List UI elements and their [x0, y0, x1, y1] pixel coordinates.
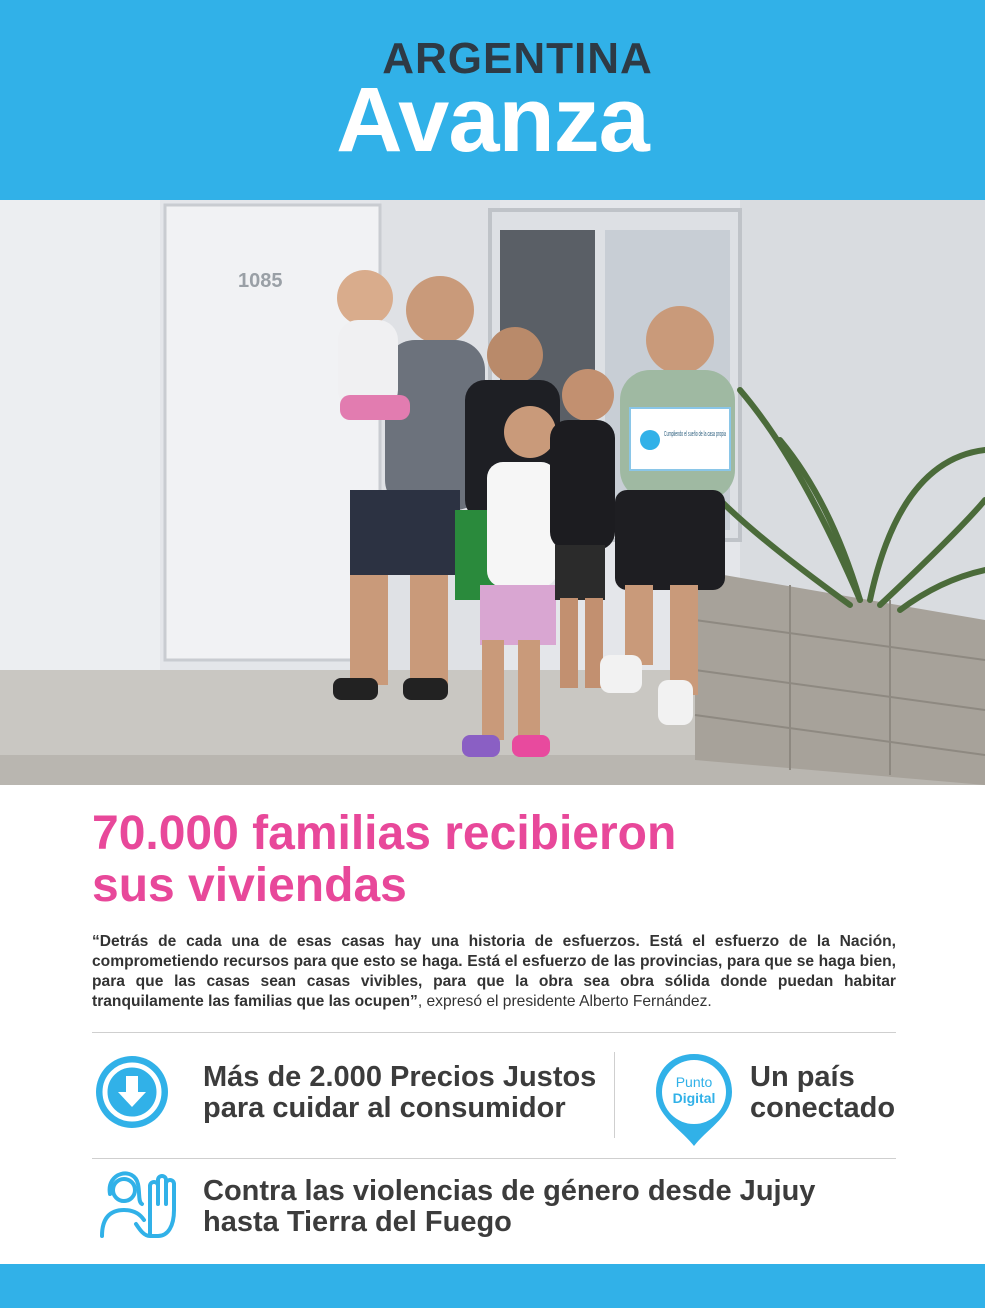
- quote-text: “Detrás de cada una de esas casas hay una historia de esfuerzos. Está el esfuerzo de la Nación, comprometiendo recursos para que esto se haga. Está el esfuerzo de las provincias, para que se haga bien, para que las casas sean casas vivibles, para que la obra sea obra sólida donde puedan habitar tranquilamente las familias que las ocupen”: [92, 933, 896, 1010]
- quote-paragraph: [92, 932, 896, 1012]
- genero-text: [203, 1176, 815, 1238]
- woman-raised-hand-icon: [96, 1164, 186, 1242]
- quote-attribution: , expresó el presidente Alberto Fernández.: [417, 993, 712, 1010]
- pais-line1: Un país: [750, 1061, 855, 1093]
- punto-label: Punto: [675, 1074, 713, 1090]
- pais-conectado-text: [750, 1062, 895, 1124]
- precios-line1: Más de 2.000 Precios Justos: [203, 1061, 597, 1093]
- precios-line2: para cuidar al consumidor: [203, 1092, 566, 1124]
- punto-digital-pin-icon: [650, 1050, 738, 1150]
- family-photo: [0, 200, 985, 785]
- door-number: 1085: [238, 270, 283, 292]
- pais-line2: conectado: [750, 1092, 896, 1124]
- headline-line2: sus viviendas: [92, 859, 407, 912]
- divider-vertical: [614, 1052, 615, 1138]
- divider-bottom: [92, 1158, 896, 1159]
- header-banner: [0, 0, 985, 200]
- certificate-text: Cumpliendo el sueño de la casa propia: [664, 431, 727, 438]
- brand-avanza: Avanza: [336, 69, 649, 171]
- down-arrow-circle-icon: [92, 1052, 172, 1132]
- precios-justos-text: [203, 1062, 596, 1124]
- footer-bar: [0, 1264, 985, 1308]
- digital-label: Digital: [672, 1090, 716, 1106]
- genero-line1: Contra las violencias de género desde Jujuy: [203, 1175, 816, 1207]
- brand-argentina: ARGENTINA: [382, 34, 653, 83]
- genero-line2: hasta Tierra del Fuego: [203, 1206, 512, 1238]
- headline: [92, 808, 912, 912]
- headline-line1: 70.000 familias recibieron: [92, 807, 677, 860]
- divider-top: [92, 1032, 896, 1033]
